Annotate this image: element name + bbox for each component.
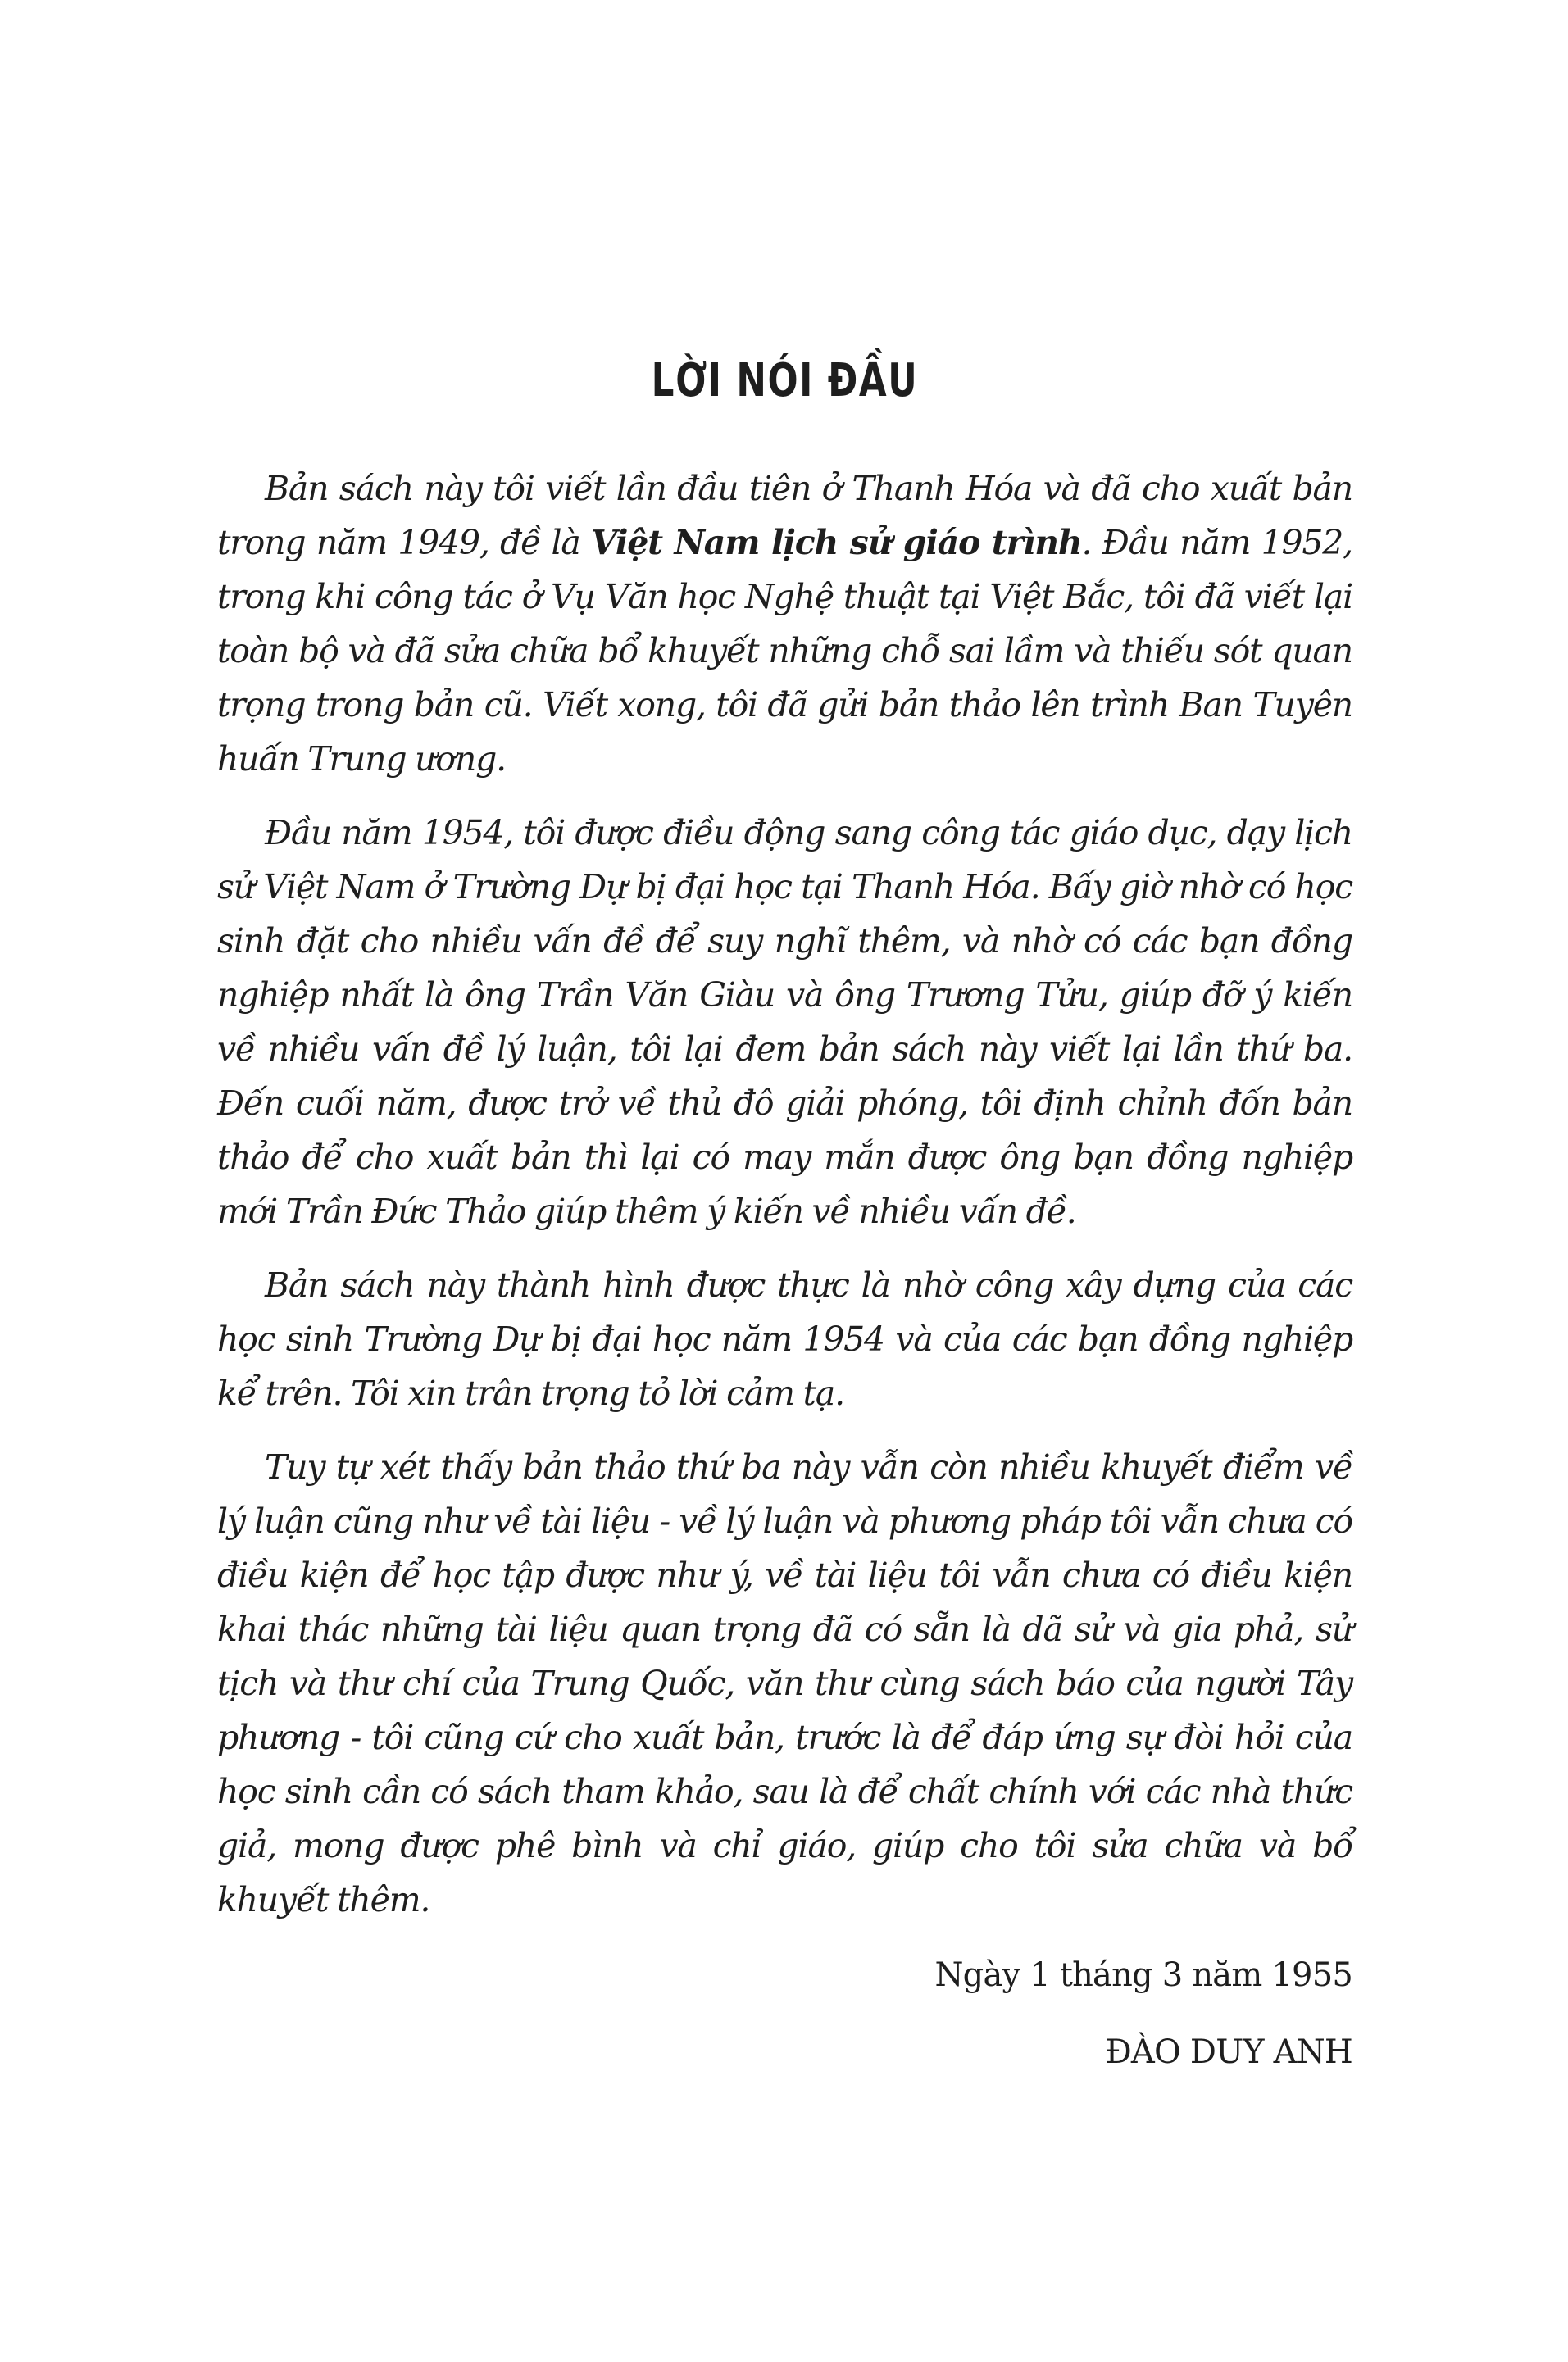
book-title: Việt Nam lịch sử giáo trình [591,523,1082,562]
preface-page [217,348,1352,2079]
paragraph-1 [217,461,1352,786]
signature-author: ĐÀO DUY ANH [1105,2033,1352,2071]
paragraph-3: Bản sách này thành hình được thực là nhờ công xây dựng của các học sinh Trường Dự bị đại học năm 1954 và của các bạn đồng nghiệp kể trên. Tôi xin trân trọng tỏ lời cảm tạ. [217,1265,1352,1413]
paragraph-1-part-b: . Đầu năm 1952, trong khi công tác ở Vụ Văn học Nghệ thuật tại Việt Bắc, tôi đã viết lại toàn bộ và đã sửa chữa bổ khuyết những chỗ sai lầm và thiếu sót quan trọng trong bản cũ. Viết xong, tôi đã gửi bản thảo lên trình Ban Tuyên huấn Trung ương. [217,523,1352,779]
paragraph-2: Đầu năm 1954, tôi được điều động sang công tác giáo dục, dạy lịch sử Việt Nam ở Trường Dự bị đại học tại Thanh Hóa. Bấy giờ nhờ có học sinh đặt cho nhiều vấn đề để suy nghĩ thêm, và nhờ có các bạn đồng nghiệp nhất là ông Trần Văn Giàu và ông Trương Tửu, giúp đỡ ý kiến về nhiều vấn đề lý luận, tôi lại đem bản sách này viết lại lần thứ ba. Đến cuối năm, được trở về thủ đô giải phóng, tôi định chỉnh đốn bản thảo để cho xuất bản thì lại có may mắn được ông bạn đồng nghiệp mới Trần Đức Thảo giúp thêm ý kiến về nhiều vấn đề. [217,813,1352,1231]
paragraph-1-part-a: Bản sách này tôi viết lần đầu tiên ở Thanh Hóa và đã cho xuất bản trong năm 1949, đề là [217,469,1352,562]
paragraph-4: Tuy tự xét thấy bản thảo thứ ba này vẫn còn nhiều khuyết điểm về lý luận cũng như về tài liệu - về lý luận và phương pháp tôi vẫn chưa có điều kiện để học tập được như ý, về tài liệu tôi vẫn chưa có điều kiện khai thác những tài liệu quan trọng đã có sẵn là dã sử và gia phả, sử tịch và thư chí của Trung Quốc, văn thư cùng sách báo của người Tây phương - tôi cũng cứ cho xuất bản, trước là để đáp ứng sự đòi hỏi của học sinh cần có sách tham khảo, sau là để chất chính với các nhà thức giả, mong được phê bình và chỉ giáo, giúp cho tôi sửa chữa và bổ khuyết thêm. [217,1447,1352,1919]
signature-date: Ngày 1 tháng 3 năm 1955 [934,1956,1352,1994]
page-title: LỜI NÓI ĐẦU [651,354,919,407]
